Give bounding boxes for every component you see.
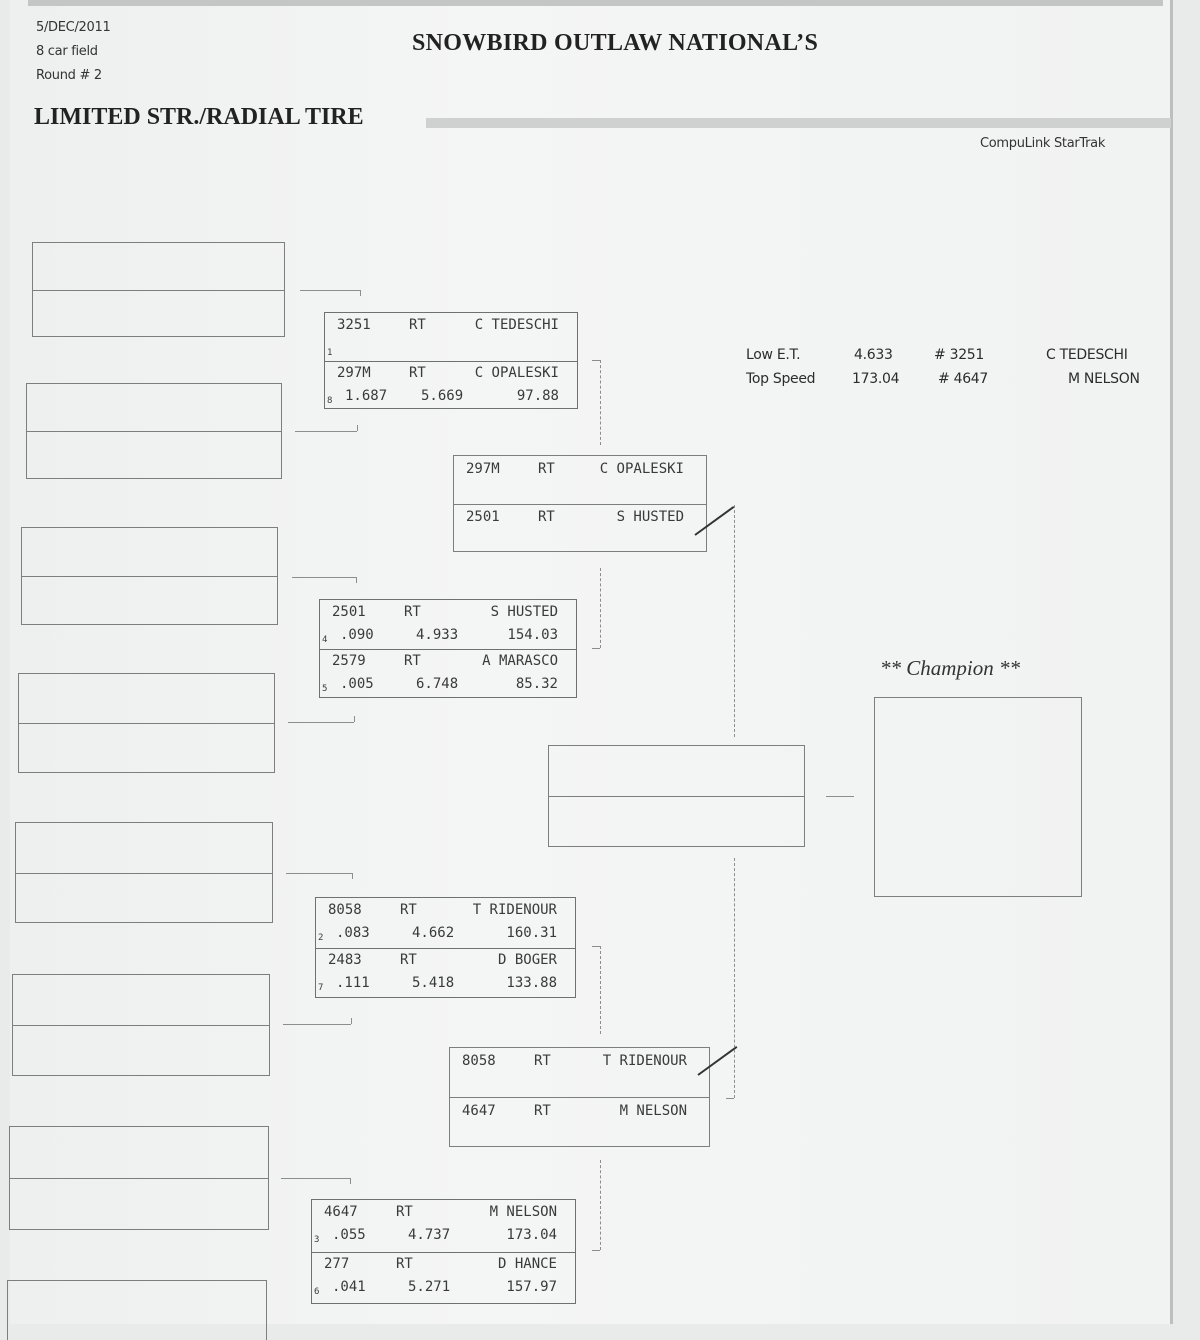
round2-pair-2 bbox=[319, 599, 577, 698]
speed-mph: 85.32 bbox=[515, 675, 558, 692]
rt-label: RT bbox=[404, 604, 421, 620]
car-number: 277 bbox=[324, 1255, 350, 1272]
connector bbox=[357, 425, 358, 431]
connector bbox=[726, 1098, 734, 1099]
lane-number: 4 bbox=[322, 635, 328, 645]
rt-label: RT bbox=[400, 902, 417, 918]
connector bbox=[600, 946, 601, 1034]
connector bbox=[352, 873, 353, 879]
lane-number: 3 bbox=[314, 1235, 320, 1245]
connector bbox=[600, 568, 601, 648]
elapsed-time: 5.669 bbox=[421, 387, 464, 404]
connector bbox=[600, 360, 601, 445]
speed-mph: 154.03 bbox=[507, 627, 558, 643]
lane-number: 8 bbox=[327, 395, 333, 406]
connector bbox=[283, 1024, 351, 1025]
field-size: 8 car field bbox=[36, 44, 98, 59]
car-number: 4647 bbox=[462, 1103, 496, 1119]
round1-slot-3 bbox=[21, 527, 278, 625]
speed-mph: 97.88 bbox=[516, 387, 559, 404]
class-title: LIMITED STR./RADIAL TIRE bbox=[34, 104, 364, 130]
records-panel bbox=[746, 347, 1166, 397]
elapsed-time: 4.933 bbox=[416, 627, 459, 643]
class-title-rule bbox=[426, 118, 1171, 128]
connector bbox=[286, 873, 352, 874]
lane-number: 6 bbox=[314, 1286, 320, 1297]
reaction-time: .083 bbox=[336, 925, 370, 941]
car-number: 2579 bbox=[332, 652, 366, 669]
rt-label: RT bbox=[409, 364, 426, 381]
driver-name: D BOGER bbox=[497, 951, 557, 968]
low-et-car: # 3251 bbox=[934, 347, 985, 363]
rt-label: RT bbox=[396, 1204, 413, 1220]
rt-label: RT bbox=[409, 317, 426, 333]
elapsed-time: 4.662 bbox=[412, 925, 455, 941]
rt-label: RT bbox=[538, 461, 555, 477]
round1-slot-5 bbox=[15, 822, 273, 923]
low-et-driver: C TEDESCHI bbox=[1046, 347, 1128, 363]
reaction-time: 1.687 bbox=[345, 387, 388, 404]
round-number: Round # 2 bbox=[36, 68, 102, 83]
driver-name: C TEDESCHI bbox=[474, 317, 559, 333]
driver-name: S HUSTED bbox=[490, 604, 558, 620]
driver-name: T RIDENOUR bbox=[602, 1053, 687, 1069]
lane-number: 2 bbox=[318, 933, 324, 943]
speed-mph: 173.04 bbox=[506, 1227, 557, 1243]
lane-number: 1 bbox=[327, 348, 333, 358]
car-number: 2501 bbox=[466, 509, 500, 525]
round2-pair-4 bbox=[311, 1199, 576, 1304]
driver-name: C OPALESKI bbox=[474, 364, 559, 381]
round2-pair-3 bbox=[315, 897, 576, 998]
car-number: 8058 bbox=[462, 1053, 496, 1069]
round1-slot-7 bbox=[9, 1126, 269, 1230]
car-number: 297M bbox=[466, 461, 500, 477]
top-rule bbox=[28, 0, 1163, 6]
elapsed-time: 5.271 bbox=[408, 1278, 451, 1295]
connector bbox=[592, 648, 600, 649]
low-et-value: 4.633 bbox=[854, 347, 893, 363]
speed-mph: 157.97 bbox=[506, 1278, 557, 1295]
round1-slot-6 bbox=[12, 974, 270, 1076]
semifinal-pair-1 bbox=[453, 455, 707, 552]
connector bbox=[356, 577, 357, 583]
round1-slot-2 bbox=[26, 383, 282, 479]
driver-name: D HANCE bbox=[497, 1255, 557, 1272]
rt-label: RT bbox=[538, 509, 555, 525]
champion-box bbox=[874, 697, 1082, 897]
connector bbox=[826, 796, 854, 797]
driver-name: C OPALESKI bbox=[599, 461, 684, 477]
driver-name: M NELSON bbox=[619, 1103, 687, 1119]
event-date: 5/DEC/2011 bbox=[36, 20, 111, 35]
car-number: 2483 bbox=[328, 951, 362, 968]
event-title: SNOWBIRD OUTLAW NATIONAL’S bbox=[412, 30, 819, 56]
round1-slot-1 bbox=[32, 242, 285, 337]
driver-name: A MARASCO bbox=[482, 652, 558, 669]
rt-label: RT bbox=[404, 652, 421, 669]
car-number: 2501 bbox=[332, 604, 366, 620]
elapsed-time: 4.737 bbox=[408, 1227, 451, 1243]
lane-number: 7 bbox=[318, 982, 324, 993]
connector bbox=[592, 360, 600, 361]
reaction-time: .111 bbox=[336, 974, 370, 991]
connector bbox=[292, 577, 356, 578]
top-speed-label: Top Speed bbox=[746, 371, 816, 387]
driver-name: M NELSON bbox=[489, 1204, 557, 1220]
connector bbox=[592, 1250, 600, 1251]
reaction-time: .005 bbox=[340, 675, 374, 692]
top-speed-car: # 4647 bbox=[938, 371, 989, 387]
semifinal-pair-2 bbox=[449, 1047, 710, 1147]
low-et-label: Low E.T. bbox=[746, 347, 801, 363]
connector bbox=[300, 290, 360, 291]
elapsed-time: 5.418 bbox=[412, 974, 455, 991]
car-number: 4647 bbox=[324, 1204, 358, 1220]
connector bbox=[350, 1178, 351, 1184]
car-number: 3251 bbox=[337, 317, 371, 333]
connector bbox=[734, 858, 735, 1098]
driver-name: S HUSTED bbox=[616, 509, 684, 525]
top-speed-value: 173.04 bbox=[852, 371, 900, 387]
speed-mph: 160.31 bbox=[506, 925, 557, 941]
connector bbox=[281, 1178, 350, 1179]
connector bbox=[351, 1018, 352, 1024]
reaction-time: .055 bbox=[332, 1227, 366, 1243]
elapsed-time: 6.748 bbox=[416, 675, 459, 692]
connector bbox=[600, 1160, 601, 1250]
round2-pair-1 bbox=[324, 312, 578, 409]
rt-label: RT bbox=[534, 1103, 551, 1119]
lane-number: 5 bbox=[322, 683, 328, 694]
round1-slot-8 bbox=[7, 1280, 267, 1340]
top-speed-driver: M NELSON bbox=[1068, 371, 1140, 387]
connector bbox=[734, 505, 735, 737]
final-pair bbox=[548, 745, 805, 847]
rt-label: RT bbox=[396, 1255, 413, 1272]
driver-name: T RIDENOUR bbox=[472, 902, 557, 918]
connector bbox=[354, 716, 355, 722]
round1-slot-4 bbox=[18, 673, 275, 773]
reaction-time: .090 bbox=[340, 627, 374, 643]
speed-mph: 133.88 bbox=[506, 974, 557, 991]
rt-label: RT bbox=[400, 951, 417, 968]
connector bbox=[295, 431, 357, 432]
rt-label: RT bbox=[534, 1053, 551, 1069]
connector bbox=[360, 290, 361, 296]
car-number: 8058 bbox=[328, 902, 362, 918]
champion-label: ** Champion ** bbox=[880, 656, 1021, 680]
reaction-time: .041 bbox=[332, 1278, 366, 1295]
car-number: 297M bbox=[337, 364, 371, 381]
software-credit: CompuLink StarTrak bbox=[980, 136, 1106, 151]
connector bbox=[288, 722, 354, 723]
connector bbox=[592, 946, 600, 947]
